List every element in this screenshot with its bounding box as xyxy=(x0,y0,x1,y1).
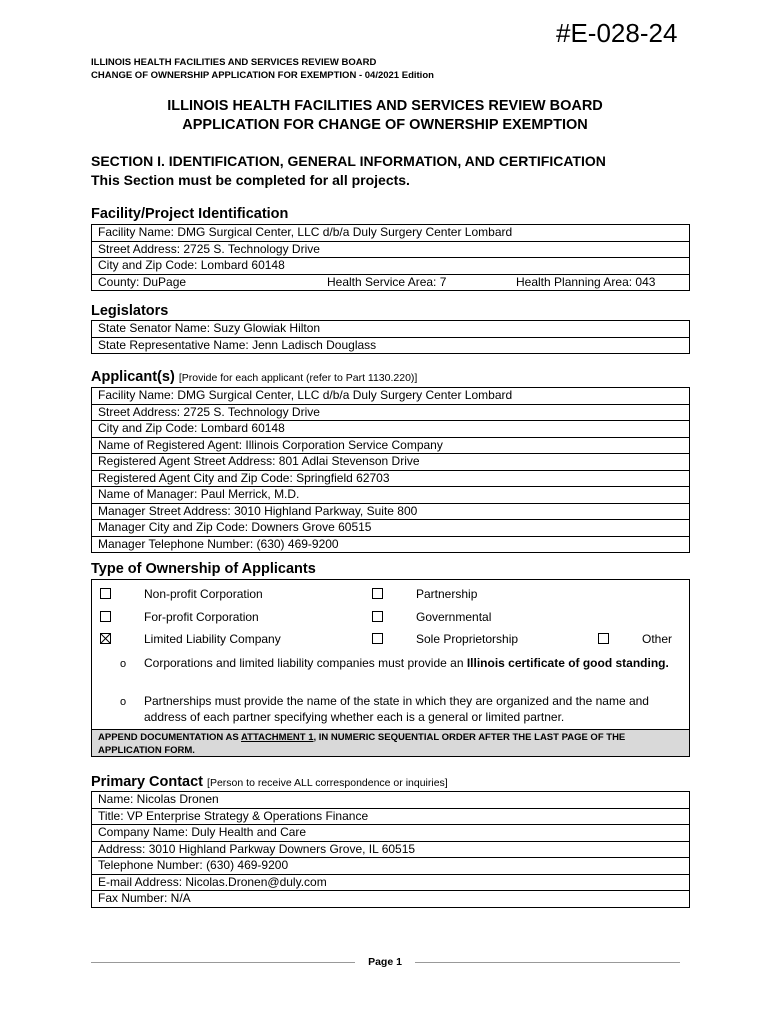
header-line-1: ILLINOIS HEALTH FACILITIES AND SERVICES REVIEW BOARD xyxy=(91,57,377,68)
table-row: Manager Telephone Number: (630) 469-9200 xyxy=(98,536,339,551)
nonprofit-label: Non-profit Corporation xyxy=(144,587,263,601)
contact-label xyxy=(91,774,448,790)
ownership-note-1 xyxy=(144,655,679,671)
table-row: Street Address: 2725 S. Technology Drive xyxy=(92,242,689,259)
table-row: City and Zip Code: Lombard 60148 xyxy=(92,421,689,438)
note-1-emphasis: Illinois certificate of good standing. xyxy=(466,656,669,670)
table-row: Manager City and Zip Code: Downers Grove 60515 xyxy=(92,520,689,537)
table-row: E-mail Address: Nicolas.Dronen@duly.com xyxy=(92,875,689,892)
section-heading: SECTION I. IDENTIFICATION, GENERAL INFORMATION, AND CERTIFICATION xyxy=(91,153,606,169)
table-row: Registered Agent City and Zip Code: Springfield 62703 xyxy=(92,471,689,488)
append-documentation-note: APPEND DOCUMENTATION AS ATTACHMENT 1, IN NUMERIC SEQUENTIAL ORDER AFTER THE LAST PAGE OF THE APPLICATION FORM. xyxy=(92,729,689,756)
table-row: Registered Agent Street Address: 801 Adlai Stevenson Drive xyxy=(92,454,689,471)
title-line-1: ILLINOIS HEALTH FACILITIES AND SERVICES REVIEW BOARD xyxy=(167,98,603,114)
facility-table xyxy=(91,224,690,291)
contact-note: [Person to receive ALL correspondence or inquiries] xyxy=(207,777,448,789)
attachment-reference: ATTACHMENT 1 xyxy=(241,732,314,743)
governmental-label: Governmental xyxy=(416,610,492,624)
table-row: City and Zip Code: Lombard 60148 xyxy=(92,258,689,275)
table-row: Manager Street Address: 3010 Highland Parkway, Suite 800 xyxy=(92,504,689,521)
other-checkbox[interactable] xyxy=(598,633,609,644)
forprofit-label: For-profit Corporation xyxy=(144,610,259,624)
title-line-2: APPLICATION FOR CHANGE OF OWNERSHIP EXEMPTION xyxy=(182,117,588,133)
health-service-area-cell: Health Service Area: 7 xyxy=(327,274,447,289)
bullet-icon: o xyxy=(120,696,127,708)
bullet-icon: o xyxy=(120,658,127,670)
table-row: Street Address: 2725 S. Technology Drive xyxy=(92,405,689,422)
forprofit-checkbox[interactable] xyxy=(100,611,111,622)
legislators-label: Legislators xyxy=(91,303,169,319)
county-cell: County: DuPage xyxy=(98,274,187,289)
partnership-checkbox[interactable] xyxy=(372,588,383,599)
table-row: Company Name: Duly Health and Care xyxy=(92,825,689,842)
contact-table xyxy=(91,791,690,908)
ownership-label: Type of Ownership of Applicants xyxy=(91,561,316,577)
contact-label-text: Primary Contact xyxy=(91,774,204,790)
applicant-note: [Provide for each applicant (refer to Part 1130.220)] xyxy=(178,372,418,384)
section-subheading: This Section must be completed for all projects. xyxy=(91,172,410,188)
table-row: Name of Manager: Paul Merrick, M.D. xyxy=(92,487,689,504)
table-row: Facility Name: DMG Surgical Center, LLC d/b/a Duly Surgery Center Lombard xyxy=(92,225,689,242)
nonprofit-checkbox[interactable] xyxy=(100,588,111,599)
table-row: State Senator Name: Suzy Glowiak Hilton xyxy=(92,321,689,338)
note-1-text: Corporations and limited liability companies must provide an xyxy=(144,656,467,670)
table-row: Name: Nicolas Dronen xyxy=(92,792,689,809)
ownership-note-2: Partnerships must provide the name of the state in which they are organized and the name and address of each partner specifying whether each is a general or limited partner. xyxy=(144,694,649,724)
legislators-table xyxy=(91,320,690,354)
table-row: Name of Registered Agent: Illinois Corporation Service Company xyxy=(92,438,689,455)
applicant-label xyxy=(91,369,417,385)
table-row: Title: VP Enterprise Strategy & Operations Finance xyxy=(92,809,689,826)
other-label: Other xyxy=(642,632,673,646)
llc-label: Limited Liability Company xyxy=(144,632,281,646)
document-number: #E-028-24 xyxy=(556,18,678,48)
table-row: Facility Name: DMG Surgical Center, LLC d/b/a Duly Surgery Center Lombard xyxy=(92,388,689,405)
health-planning-area-cell: Health Planning Area: 043 xyxy=(516,274,656,289)
facility-label: Facility/Project Identification xyxy=(91,206,289,222)
sole-proprietorship-label: Sole Proprietorship xyxy=(416,632,519,646)
sole-proprietorship-checkbox[interactable] xyxy=(372,633,383,644)
governmental-checkbox[interactable] xyxy=(372,611,383,622)
table-row: Fax Number: N/A xyxy=(98,891,191,905)
table-row xyxy=(92,275,689,291)
table-row: Telephone Number: (630) 469-9200 xyxy=(92,858,689,875)
table-row: Address: 3010 Highland Parkway Downers Grove, IL 60515 xyxy=(92,842,689,859)
partnership-label: Partnership xyxy=(416,587,478,601)
llc-checkbox[interactable] xyxy=(100,633,111,644)
header-line-2: CHANGE OF OWNERSHIP APPLICATION FOR EXEMPTION - 04/2021 Edition xyxy=(91,70,434,81)
page-number: Page 1 xyxy=(368,956,402,968)
applicant-label-text: Applicant(s) xyxy=(91,369,175,385)
table-row: State Representative Name: Jenn Ladisch Douglass xyxy=(98,337,377,352)
applicant-table xyxy=(91,387,690,553)
